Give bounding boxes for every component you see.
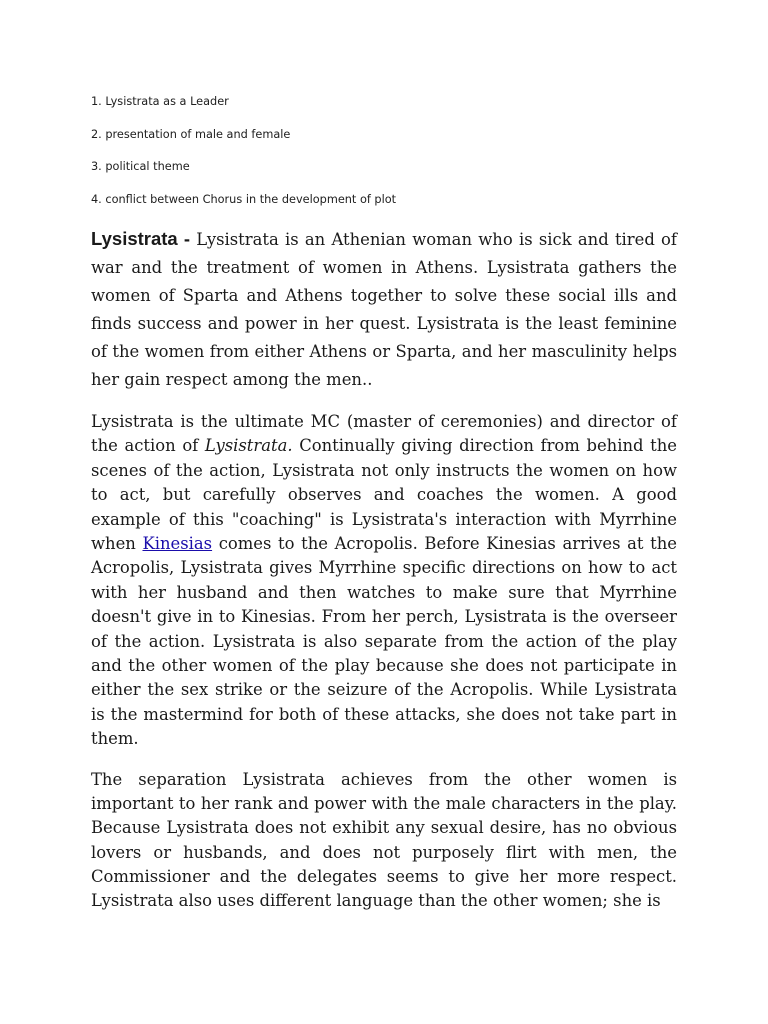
paragraph-separation — [91, 768, 677, 913]
paragraph-text: Continually giving direction from behind the scenes of the action, Lysistrata not only instructs the women on how to act, but carefully observes and coaches the women. A good example of this "coaching" is Lysistrata's interaction with Myrrhine when — [91, 436, 677, 554]
topic-item: 2. presentation of male and female — [91, 127, 291, 141]
topic-list — [91, 93, 677, 223]
play-title: Lysistrata. — [204, 436, 293, 456]
paragraph-intro-text: Lysistrata is an Athenian woman who is sick and tired of war and the treatment of women in Athens. Lysistrata gathers the women of Sparta and Athens together to solve these social ills and finds success and power in her quest. Lysistrata is the least feminine of the women from either Athens or Sparta, and her masculinity helps her gain respect among the men.. — [91, 230, 677, 389]
topic-item: 1. Lysistrata as a Leader — [91, 95, 229, 108]
topic-item: 4. conflict between Chorus in the development of plot — [91, 192, 397, 206]
topic-item: 3. political theme — [91, 160, 190, 173]
paragraph-intro — [91, 225, 677, 394]
paragraph-leadership — [91, 410, 677, 752]
paragraph-text: The separation Lysistrata achieves from the other women is important to her rank and power with the male characters in the play. Because Lysistrata does not exhibit any sexual desire, has no obvious lovers or husbands, and does not purposely flirt with men, the Commissioner and the delegates seems to give her more respect. Lysistrata also uses different language than the other women; she is — [91, 770, 677, 911]
kinesias-link[interactable]: Kinesias — [142, 534, 213, 554]
lead-heading: Lysistrata - — [91, 228, 197, 249]
paragraph-text: comes to the Acropolis. Before Kinesias arrives at the Acropolis, Lysistrata gives Myrrhine specific directions on how to act with her husband and then watches to make sure that Myrrhine doesn't give in to Kinesias. From her perch, Lysistrata is the overseer of the action. Lysistrata is also separate from the action of the play and the other women of the play because she does not participate in either the sex strike or the seizure of the Acropolis. While Lysistrata is the mastermind for both of these attacks, she does not take part in them. — [91, 534, 677, 749]
paragraph-text: Lysistrata is the ultimate MC (master of ceremonies) and director of the action of — [91, 412, 677, 456]
